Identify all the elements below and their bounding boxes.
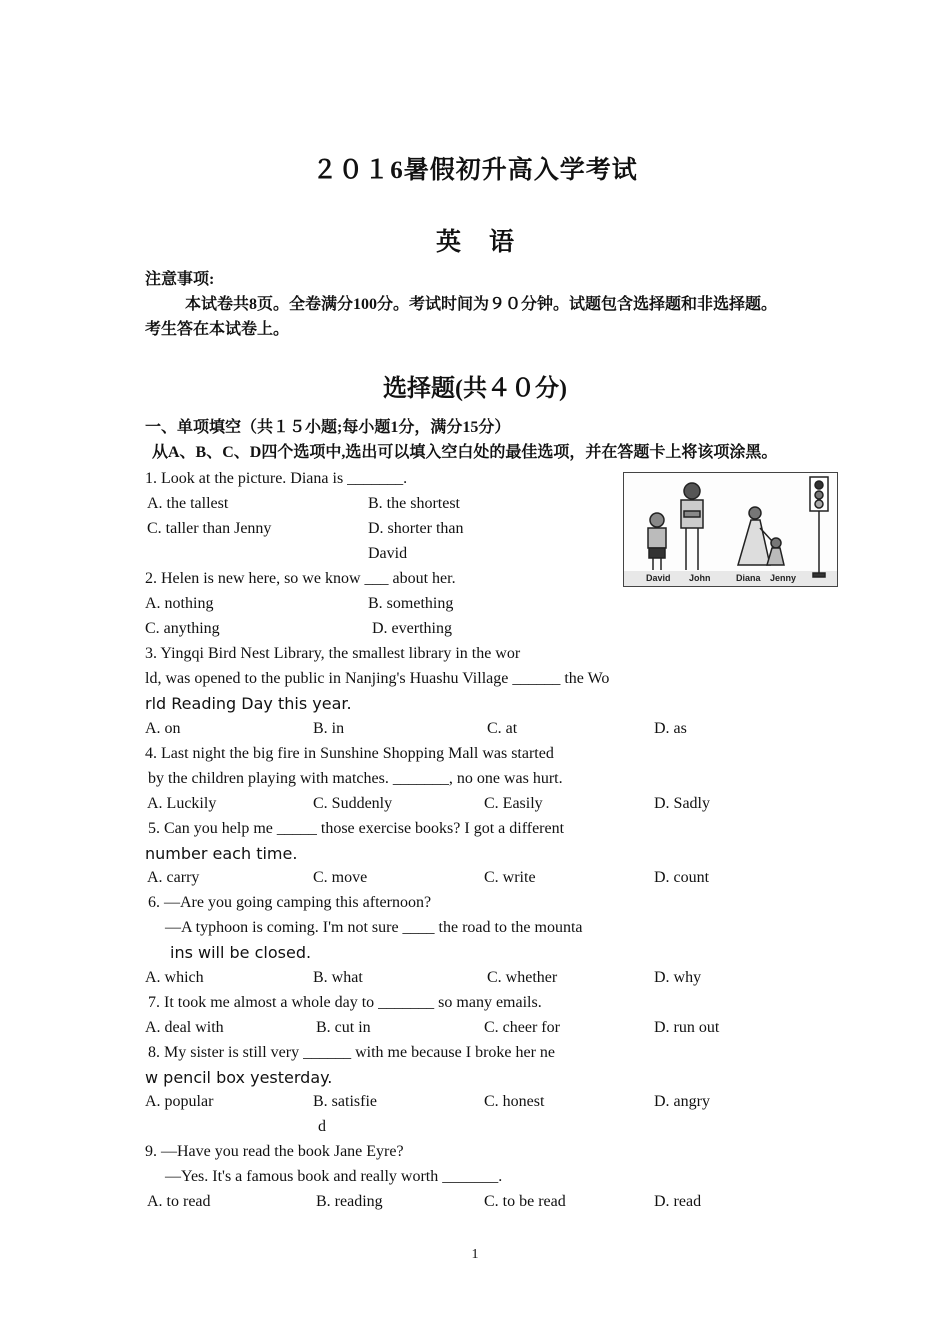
name-label: Diana (736, 573, 761, 583)
page-number: 1 (471, 1247, 479, 1262)
q6-option-b: B. what (313, 969, 363, 986)
name-label: David (646, 573, 671, 583)
q5-option-b: C. move (313, 869, 368, 886)
q4-stem-1: 4. Last night the big fire in Sunshine Shopping Mall was started (145, 745, 554, 762)
q6-option-a: A. which (145, 969, 204, 986)
q9-option-d: D. read (654, 1193, 702, 1210)
part1-title: 一、单项填空（共１５小题;每小题1分，满分15分） (145, 419, 511, 436)
q7-option-a: A. deal with (145, 1019, 224, 1036)
q6-option-c: C. whether (487, 969, 558, 986)
q6-option-d: D. why (654, 969, 702, 986)
q4-option-a: A. Luckily (147, 795, 217, 812)
q1-option-b: B. the shortest (368, 495, 460, 512)
q9-stem-1: 9. —Have you read the book Jane Eyre? (145, 1143, 404, 1160)
q8-option-b: B. satisfie (313, 1093, 377, 1110)
q2-option-b: B. something (368, 595, 454, 612)
q8-option-a: A. popular (145, 1093, 214, 1110)
q8-stem-2: w pencil box yesterday. (145, 1068, 333, 1087)
q3-option-c: C. at (487, 720, 518, 737)
q9-option-c: C. to be read (484, 1193, 566, 1210)
exam-title: ２０１6暑假初升高入学考试 (312, 157, 638, 184)
q3-option-b: B. in (313, 720, 345, 737)
q4-stem-2: by the children playing with matches. _______, no one was hurt. (148, 770, 563, 787)
q8-option-d: D. angry (654, 1093, 710, 1110)
q3-option-d: D. as (654, 720, 687, 737)
q2-option-d: D. everthing (372, 620, 452, 637)
name-label: Jenny (770, 573, 797, 583)
name-label: John (689, 573, 711, 583)
q6-stem-1: 6. —Are you going camping this afternoon? (148, 894, 432, 911)
q9-option-a: A. to read (147, 1193, 211, 1210)
notice-line-1: 本试卷共8页。全卷满分100分。考试时间为９０分钟。试题包含选择题和非选择题。 (185, 296, 778, 313)
q1-stem: 1. Look at the picture. Diana is _______. (145, 470, 408, 487)
q2-option-a: A. nothing (145, 595, 214, 612)
q1-option-a: A. the tallest (147, 495, 229, 512)
q6-stem-3: ins will be closed. (170, 943, 312, 962)
q5-option-d: D. count (654, 869, 710, 886)
q8-option-b-cont: d (318, 1118, 326, 1135)
notice-label: 注意事项: (145, 271, 215, 288)
q8-option-c: C. honest (484, 1093, 545, 1110)
notice-line-2: 考生答在本试卷上。 (145, 321, 290, 338)
q4-option-b: C. Suddenly (313, 795, 393, 812)
q5-stem-2: number each time. (145, 844, 298, 863)
q5-option-c: C. write (484, 869, 536, 886)
q5-stem-1: 5. Can you help me _____ those exercise books? I got a different (148, 820, 565, 837)
q3-stem-2: ld, was opened to the public in Nanjing's Huashu Village ______ the Wo (145, 670, 610, 687)
q7-option-b: B. cut in (316, 1019, 371, 1036)
q7-stem: 7. It took me almost a whole day to _______ so many emails. (148, 994, 542, 1011)
q5-option-a: A. carry (147, 869, 200, 886)
q3-option-a: A. on (145, 720, 181, 737)
q4-option-c: C. Easily (484, 795, 543, 812)
q3-stem-3: rld Reading Day this year. (145, 694, 352, 713)
q1-option-c: C. taller than Jenny (147, 520, 272, 537)
q6-stem-2: —A typhoon is coming. I'm not sure ____ the road to the mounta (165, 919, 583, 936)
q3-stem-1: 3. Yingqi Bird Nest Library, the smallest library in the wor (145, 645, 521, 662)
q7-option-c: C. cheer for (484, 1019, 560, 1036)
part1-instructions: 从A、B、C、D四个选项中,选出可以填入空白处的最佳选项，并在答题卡上将该项涂黑。 (152, 444, 778, 461)
q2-stem: 2. Helen is new here, so we know ___ about her. (145, 570, 456, 587)
q1-option-d: D. shorter than (368, 520, 464, 537)
q1-option-d-cont: David (368, 545, 408, 562)
q4-option-d: D. Sadly (654, 795, 710, 812)
q1-picture (623, 472, 838, 587)
q9-option-b: B. reading (316, 1193, 383, 1210)
q7-option-d: D. run out (654, 1019, 720, 1036)
section-title: 选择题(共４０分) (383, 376, 567, 402)
subject-title: 英语 (435, 229, 542, 256)
q8-stem-1: 8. My sister is still very ______ with me because I broke her ne (148, 1044, 556, 1061)
people-traffic-light-illustration (624, 473, 837, 586)
q9-stem-2: —Yes. It's a famous book and really worth _______. (165, 1168, 503, 1185)
q2-option-c: C. anything (145, 620, 220, 637)
